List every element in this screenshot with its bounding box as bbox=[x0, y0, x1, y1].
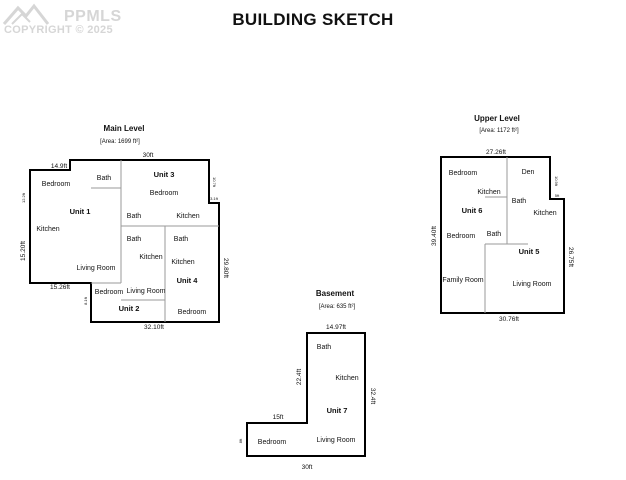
basement-area: [Area: 635 ft²] bbox=[318, 304, 356, 310]
main-dim-bottom: 32.10ft bbox=[144, 324, 164, 331]
main-room-bath-4: Bath bbox=[173, 236, 189, 243]
upper-level bbox=[431, 114, 574, 323]
main-unit-3-label: Unit 3 bbox=[153, 170, 175, 179]
main-dim-top: 30ft bbox=[142, 152, 154, 159]
main-room-bath-3: Bath bbox=[126, 213, 142, 220]
main-room-kitchen-3: Kitchen bbox=[176, 213, 200, 220]
main-room-bedroom-1: Bedroom bbox=[41, 181, 71, 188]
basement-room-bath: Bath bbox=[316, 344, 332, 351]
main-dim-notch: 3.1ft bbox=[210, 196, 218, 201]
basement-dim-right: 32.4ft bbox=[369, 387, 376, 405]
upper-level-title: Upper Level bbox=[474, 114, 520, 123]
basement-room-living: Living Room bbox=[316, 437, 356, 444]
basement-dim-left-upper: 22.4ft bbox=[296, 368, 303, 386]
basement-room-bedroom: Bedroom bbox=[257, 439, 287, 446]
main-room-bedroom-4: Bedroom bbox=[177, 309, 207, 316]
main-dim-small-left: 12.2ft bbox=[21, 192, 26, 204]
main-dim-small-right: 10.7ft bbox=[212, 176, 217, 188]
basement-dim-top: 14.97ft bbox=[326, 324, 346, 331]
basement-dim-left: 8ft bbox=[238, 438, 243, 444]
upper-room-bath-1: Bath bbox=[511, 198, 527, 205]
upper-room-kitchen-1: Kitchen bbox=[477, 189, 501, 196]
page-title: BUILDING SKETCH bbox=[232, 10, 394, 29]
main-dim-left: 15.20ft bbox=[20, 241, 27, 261]
basement-dim-step: 15ft bbox=[272, 414, 284, 421]
basement-level bbox=[238, 289, 376, 471]
main-room-living-1: Living Room bbox=[76, 265, 116, 272]
upper-dim-right: 26.75ft bbox=[567, 247, 574, 267]
upper-unit-5-label: Unit 5 bbox=[518, 247, 540, 256]
upper-room-kitchen-2: Kitchen bbox=[533, 210, 557, 217]
upper-room-living: Living Room bbox=[512, 281, 552, 288]
basement-dim-bottom: 30ft bbox=[301, 464, 313, 471]
upper-level-area: [Area: 1172 ft²] bbox=[479, 128, 519, 134]
main-dim-right: 29.80ft bbox=[222, 258, 229, 278]
main-room-bedroom-2: Bedroom bbox=[94, 289, 124, 296]
upper-dim-top: 27.26ft bbox=[486, 149, 506, 156]
upper-room-den: Den bbox=[521, 169, 535, 176]
main-room-kitchen-2: Kitchen bbox=[139, 254, 163, 261]
main-level-title: Main Level bbox=[103, 124, 145, 133]
upper-room-family: Family Room bbox=[442, 277, 484, 284]
main-level-area: [Area: 1699 ft²] bbox=[100, 139, 140, 145]
main-room-kitchen-4: Kitchen bbox=[171, 259, 195, 266]
watermark-copyright: COPYRIGHT © 2025 bbox=[4, 24, 113, 36]
main-level bbox=[20, 124, 229, 331]
upper-dim-small: 10.9ft bbox=[554, 175, 559, 187]
main-room-bath-1: Bath bbox=[96, 175, 112, 182]
main-unit-4-label: Unit 4 bbox=[176, 276, 198, 285]
main-level-interior-walls bbox=[91, 160, 219, 322]
main-room-living-2: Living Room bbox=[126, 288, 166, 295]
main-unit-2-label: Unit 2 bbox=[118, 304, 140, 313]
main-dim-small-mid: 8.1ft bbox=[83, 297, 88, 305]
main-room-kitchen-1: Kitchen bbox=[36, 226, 60, 233]
upper-room-bath-2: Bath bbox=[486, 231, 502, 238]
basement-room-kitchen: Kitchen bbox=[335, 375, 359, 382]
main-dim-bottom-left: 15.26ft bbox=[50, 284, 70, 291]
basement-unit-7-label: Unit 7 bbox=[326, 406, 348, 415]
basement-title: Basement bbox=[315, 289, 355, 298]
upper-room-bedroom-2: Bedroom bbox=[446, 233, 476, 240]
main-room-bath-2: Bath bbox=[126, 236, 142, 243]
upper-unit-6-label: Unit 6 bbox=[461, 206, 483, 215]
main-unit-1-label: Unit 1 bbox=[69, 207, 91, 216]
watermark-ppmls: PPMLS bbox=[64, 8, 122, 25]
upper-dim-notch: 5ft bbox=[554, 193, 560, 198]
upper-dim-bottom: 30.76ft bbox=[499, 316, 519, 323]
upper-dim-left: 39.40ft bbox=[431, 226, 438, 246]
main-dim-top-left: 14.9ft bbox=[50, 163, 68, 170]
main-room-bedroom-3: Bedroom bbox=[149, 190, 179, 197]
upper-room-bedroom-1: Bedroom bbox=[448, 170, 478, 177]
